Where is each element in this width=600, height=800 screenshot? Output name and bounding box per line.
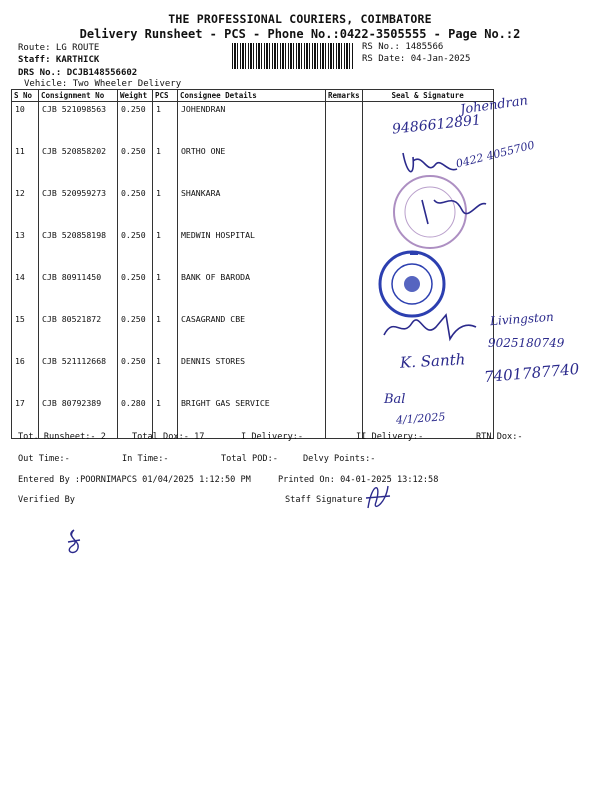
verified-mark bbox=[62, 528, 86, 556]
cell-consignment: CJB 80911450 bbox=[39, 270, 118, 312]
cell-weight: 0.250 bbox=[118, 228, 153, 270]
handwritten-name-2: Livingston bbox=[489, 309, 555, 329]
table-header-row bbox=[12, 90, 494, 102]
cell-sno: 15 bbox=[12, 312, 39, 354]
cell-consignee: ORTHO ONE bbox=[178, 144, 326, 186]
cell-consignee: BANK OF BARODA bbox=[178, 270, 326, 312]
total-dox: Total Dox:- 17 bbox=[132, 432, 205, 442]
col-remarks: Remarks bbox=[326, 90, 363, 102]
cell-sno: 13 bbox=[12, 228, 39, 270]
cell-seal bbox=[362, 186, 493, 228]
cell-pcs: 1 bbox=[153, 186, 178, 228]
cell-sno: 14 bbox=[12, 270, 39, 312]
col-sno: S No bbox=[12, 90, 39, 102]
cell-seal bbox=[362, 312, 493, 354]
handwritten-name-4: Bal bbox=[384, 392, 406, 407]
cell-consignee: MEDWIN HOSPITAL bbox=[178, 228, 326, 270]
vehicle-label: Vehicle: Two Wheeler Delivery bbox=[24, 79, 182, 89]
cell-consignment: CJB 520858198 bbox=[39, 228, 118, 270]
cell-weight: 0.250 bbox=[118, 354, 153, 396]
cell-remarks bbox=[326, 228, 363, 270]
handwritten-phone-4: 7401787740 bbox=[483, 359, 581, 387]
cell-weight: 0.250 bbox=[118, 144, 153, 186]
company-title: THE PROFESSIONAL COURIERS, COIMBATORE bbox=[168, 12, 432, 26]
handwritten-name-1: Johendran bbox=[459, 93, 529, 118]
cell-sno: 11 bbox=[12, 144, 39, 186]
cell-consignee: SHANKARA bbox=[178, 186, 326, 228]
cell-consignment: CJB 521112668 bbox=[39, 354, 118, 396]
cell-pcs: 1 bbox=[153, 228, 178, 270]
cell-remarks bbox=[326, 354, 363, 396]
drs-number: DRS No.: DCJB148556602 bbox=[18, 68, 138, 78]
table-row bbox=[12, 144, 494, 186]
cell-consignment: CJB 80792389 bbox=[39, 396, 118, 439]
handwritten-date: 4/1/2025 bbox=[395, 410, 446, 427]
barcode bbox=[232, 43, 354, 69]
out-time: Out Time:- bbox=[18, 454, 70, 464]
table-row bbox=[12, 312, 494, 354]
cell-consignment: CJB 520858202 bbox=[39, 144, 118, 186]
cell-weight: 0.280 bbox=[118, 396, 153, 439]
cell-sno: 16 bbox=[12, 354, 39, 396]
runsheet-subtitle: Delivery Runsheet - PCS - Phone No.:0422-3505555 - Page No.:2 bbox=[79, 27, 521, 41]
rtn-dox: RTN Dox:- bbox=[476, 432, 523, 442]
handwritten-phone-1: 9486612891 bbox=[391, 112, 482, 138]
cell-pcs: 1 bbox=[153, 354, 178, 396]
handwritten-name-3: K. Santh bbox=[399, 350, 466, 372]
col-pcs: PCS bbox=[153, 90, 178, 102]
ii-delivery: II Delivery:- bbox=[356, 432, 424, 442]
col-seal: Seal & Signature bbox=[362, 90, 493, 102]
handwritten-phone-2: 0422 4055700 bbox=[454, 138, 536, 171]
cell-seal bbox=[362, 270, 493, 312]
cell-consignee: CASAGRAND CBE bbox=[178, 312, 326, 354]
cell-sno: 10 bbox=[12, 102, 39, 145]
i-delivery: I Delivery:- bbox=[241, 432, 304, 442]
verified-by: Verified By bbox=[18, 495, 75, 505]
tot-runsheet: Tot. Runsheet:- 2 bbox=[18, 432, 106, 442]
cell-pcs: 1 bbox=[153, 270, 178, 312]
cell-seal bbox=[362, 228, 493, 270]
cell-pcs: 1 bbox=[153, 312, 178, 354]
printed-on: Printed On: 04-01-2025 13:12:58 bbox=[278, 475, 439, 485]
cell-sno: 12 bbox=[12, 186, 39, 228]
cell-weight: 0.250 bbox=[118, 102, 153, 145]
runsheet-table bbox=[11, 89, 494, 439]
cell-consignee: JOHENDRAN bbox=[178, 102, 326, 145]
cell-weight: 0.250 bbox=[118, 186, 153, 228]
cell-consignee: DENNIS STORES bbox=[178, 354, 326, 396]
col-consignee: Consignee Details bbox=[178, 90, 326, 102]
cell-pcs: 1 bbox=[153, 396, 178, 439]
cell-pcs: 1 bbox=[153, 102, 178, 145]
rs-date: RS Date: 04-Jan-2025 bbox=[362, 54, 471, 64]
cell-remarks bbox=[326, 312, 363, 354]
table-row bbox=[12, 186, 494, 228]
cell-weight: 0.250 bbox=[118, 270, 153, 312]
cell-consignment: CJB 80521872 bbox=[39, 312, 118, 354]
cell-consignee: BRIGHT GAS SERVICE bbox=[178, 396, 326, 439]
table-row bbox=[12, 270, 494, 312]
cell-pcs: 1 bbox=[153, 144, 178, 186]
cell-remarks bbox=[326, 102, 363, 145]
cell-sno: 17 bbox=[12, 396, 39, 439]
entered-by: Entered By :POORNIMAPCS 01/04/2025 1:12:50 PM bbox=[18, 475, 251, 485]
cell-weight: 0.250 bbox=[118, 312, 153, 354]
staff-label: Staff: KARTHICK bbox=[18, 55, 100, 65]
col-weight: Weight bbox=[118, 90, 153, 102]
rs-number: RS No.: 1485566 bbox=[362, 42, 444, 52]
cell-remarks bbox=[326, 270, 363, 312]
staff-signature-label: Staff Signature bbox=[285, 495, 363, 505]
in-time: In Time:- bbox=[122, 454, 169, 464]
cell-remarks bbox=[326, 144, 363, 186]
total-pod: Total POD:- bbox=[221, 454, 278, 464]
cell-remarks bbox=[326, 186, 363, 228]
handwritten-phone-3: 9025180749 bbox=[488, 336, 565, 350]
route-label: Route: LG ROUTE bbox=[18, 43, 100, 53]
cell-consignment: CJB 521098563 bbox=[39, 102, 118, 145]
table-row bbox=[12, 228, 494, 270]
delvy-points: Delvy Points:- bbox=[303, 454, 376, 464]
col-consignment: Consignment No bbox=[39, 90, 118, 102]
cell-consignment: CJB 520959273 bbox=[39, 186, 118, 228]
